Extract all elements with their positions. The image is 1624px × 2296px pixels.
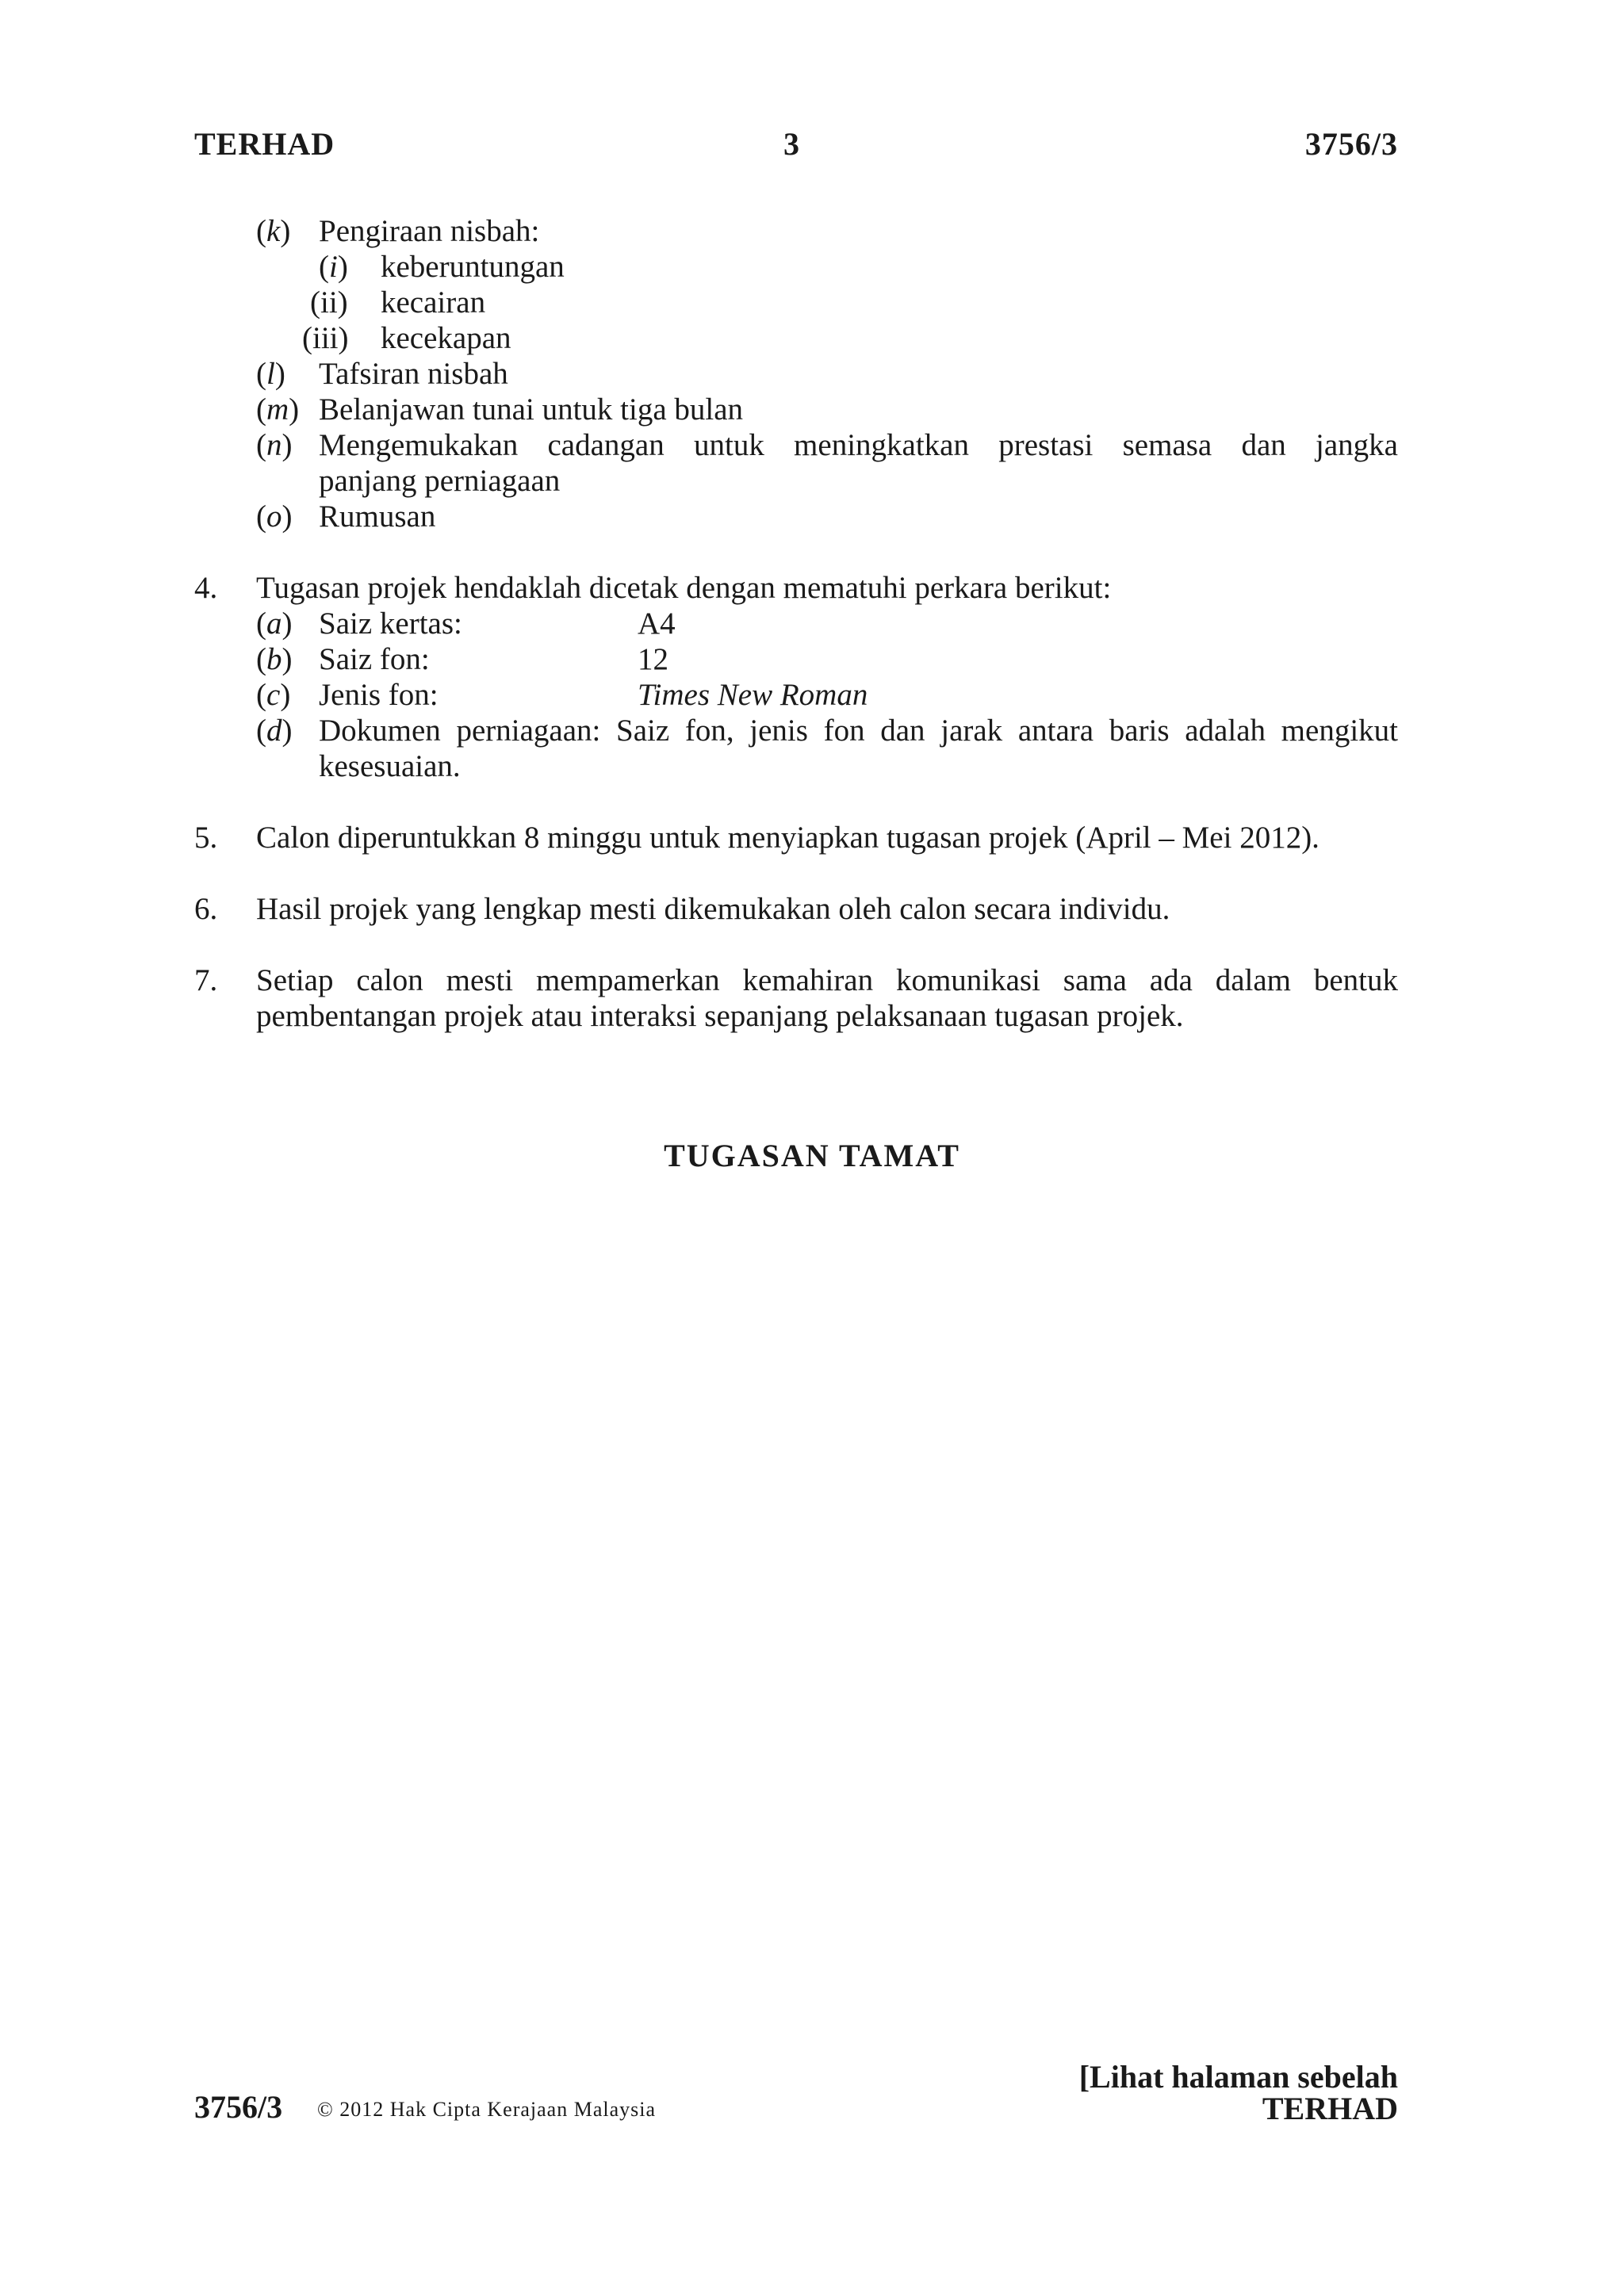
footer-paper-code: 3756/3	[194, 2089, 283, 2125]
list-text-n-line2: panjang perniagaan	[319, 464, 561, 498]
item-4-b-value: 12	[638, 642, 668, 676]
item-5-text: Calon diperuntukkan 8 minggu untuk menyiapkan tugasan projek (April – Mei 2012).	[256, 821, 1320, 855]
list-label-iii: (iii)	[302, 321, 349, 355]
list-label-l: (l)	[256, 357, 285, 391]
list-label-m: (m)	[256, 392, 300, 427]
item-4-d-label: (d)	[256, 714, 293, 748]
item-5-number: 5.	[194, 821, 218, 855]
item-4-b-label: (b)	[256, 642, 293, 676]
list-text-o: Rumusan	[319, 499, 436, 534]
item-4-c-key: Jenis fon:	[319, 678, 439, 712]
header-page-number: 3	[783, 126, 800, 162]
list-text-m: Belanjawan tunai untuk tiga bulan	[319, 392, 744, 427]
item-4-a-label: (a)	[256, 607, 293, 641]
item-4-a-value: A4	[638, 607, 676, 641]
list-label-k: (k)	[256, 214, 291, 248]
list-label-n: (n)	[256, 428, 293, 462]
list-label-ii: (ii)	[310, 285, 348, 320]
item-4-c-value: Times New Roman	[638, 678, 868, 712]
list-label-o: (o)	[256, 499, 293, 534]
list-text-n-line1: Mengemukakan cadangan untuk meningkatkan prestasi semasa dan jangka	[319, 428, 1398, 462]
item-6-text: Hasil projek yang lengkap mesti dikemukakan oleh calon secara individu.	[256, 892, 1170, 926]
list-text-ii: kecairan	[381, 285, 486, 320]
list-text-i: keberuntungan	[381, 250, 565, 284]
footer-classification: TERHAD	[1262, 2091, 1398, 2126]
item-4-c-label: (c)	[256, 678, 291, 712]
item-7-number: 7.	[194, 963, 218, 997]
header-classification: TERHAD	[194, 126, 335, 162]
header-paper-code: 3756/3	[1304, 126, 1398, 162]
item-7-line2: pembentangan projek atau interaksi sepanjang pelaksanaan tugasan projek.	[256, 999, 1184, 1033]
end-title: TUGASAN TAMAT	[664, 1138, 960, 1173]
list-label-i: (i)	[319, 250, 348, 284]
item-4-number: 4.	[194, 571, 218, 605]
footer-next-page: [Lihat halaman sebelah	[1078, 2059, 1398, 2095]
list-text-iii: kecekapan	[381, 321, 511, 355]
item-4-intro: Tugasan projek hendaklah dicetak dengan mematuhi perkara berikut:	[256, 571, 1112, 605]
item-6-number: 6.	[194, 892, 218, 926]
footer-copyright: © 2012 Hak Cipta Kerajaan Malaysia	[317, 2098, 657, 2121]
item-4-d-line2: kesesuaian.	[319, 749, 461, 783]
item-7-line1: Setiap calon mesti mempamerkan kemahiran komunikasi sama ada dalam bentuk	[256, 963, 1398, 997]
item-4-b-key: Saiz fon:	[319, 642, 430, 676]
item-4-d-line1: Dokumen perniagaan: Saiz fon, jenis fon dan jarak antara baris adalah mengikut	[319, 714, 1398, 748]
item-4-a-key: Saiz kertas:	[319, 607, 462, 641]
list-text-k: Pengiraan nisbah:	[319, 214, 540, 248]
list-text-l: Tafsiran nisbah	[319, 357, 508, 391]
